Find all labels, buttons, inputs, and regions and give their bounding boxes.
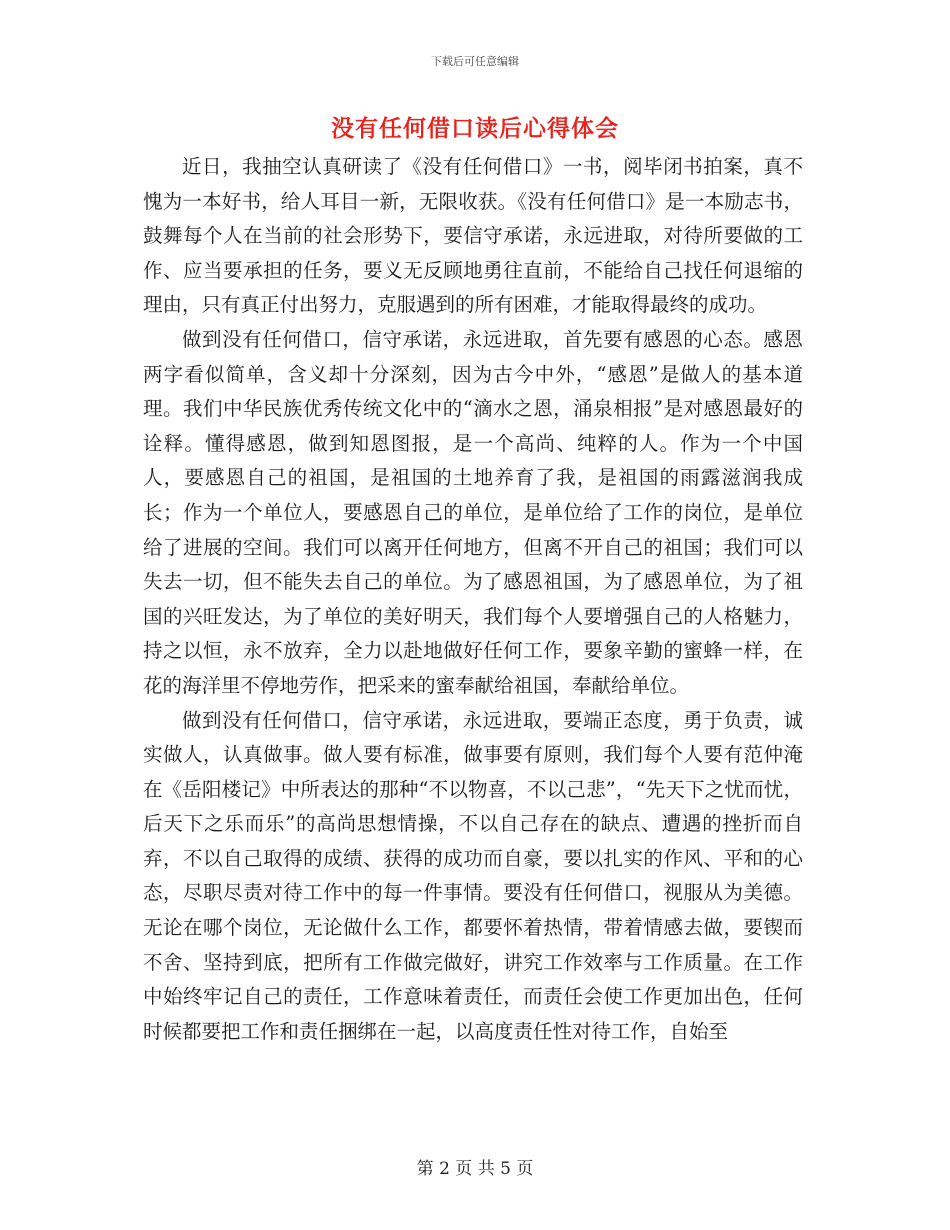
document-title: 没有任何借口读后心得体会	[331, 115, 619, 142]
paragraph: 做到没有任何借口，信守承诺，永远进取，首先要有感恩的心态。感恩两字看似简单，含义却十分深刻，因为古今中外，“感恩”是做人的基本道理。我们中华民族优秀传统文化中的“滴水之恩，涌泉相报”是对感恩最好的诠释。懂得感恩，做到知恩图报，是一个高尚、纯粹的人。作为一个中国人，要感恩自己的祖国，是祖国的土地养育了我，是祖国的雨露滋润我成长；作为一个单位人，要感恩自己的单位，是单位给了工作的岗位，是单位给了进展的空间。我们可以离开任何地方，但离不开自己的祖国；我们可以失去一切，但不能失去自己的单位。为了感恩祖国，为了感恩单位，为了祖国的兴旺发达，为了单位的美好明天，我们每个人要增强自己的人格魅力，持之以恒，永不放弃，全力以赴地做好任何工作，要象辛勤的蜜蜂一样，在花的海洋里不停地劳作，把采来的蜜奉献给祖国，奉献给单位。	[143, 327, 803, 697]
paragraph: 近日，我抽空认真研读了《没有任何借口》一书，阅毕闭书拍案，真不愧为一本好书，给人耳目一新，无限收获。《没有任何借口》是一本励志书，鼓舞每个人在当前的社会形势下，要信守承诺，永远进取，对待所要做的工作、应当要承担的任务，要义无反顾地勇往直前，不能给自己找任何退缩的理由，只有真正付出努力，克服遇到的所有困难，才能取得最终的成功。	[143, 155, 803, 317]
paragraph: 做到没有任何借口，信守承诺，永远进取，要端正态度，勇于负责，诚实做人，认真做事。做人要有标准，做事要有原则，我们每个人要有范仲淹在《岳阳楼记》中所表达的那种“不以物喜，不以己悲”，“先天下之忧而忧，后天下之乐而乐”的高尚思想情操，不以自己存在的缺点、遭遇的挫折而自弃，不以自己取得的成绩、获得的成功而自豪，要以扎实的作风、平和的心态，尽职尽责对待工作中的每一件事情。要没有任何借口，视服从为美德。无论在哪个岗位，无论做什么工作，都要怀着热情，带着情感去做，要锲而不舍、坚持到底，把所有工作做完做好，讲究工作效率与工作质量。在工作中始终牢记自己的责任，工作意味着责任，而责任会使工作更加出色，任何时候都要把工作和责任捆绑在一起，以高度责任性对待工作，自始至	[143, 708, 803, 1043]
page-number: 第 2 页 共 5 页	[416, 1159, 534, 1179]
header-note: 下载后可任意编辑	[431, 55, 519, 68]
document-body	[143, 150, 803, 1049]
